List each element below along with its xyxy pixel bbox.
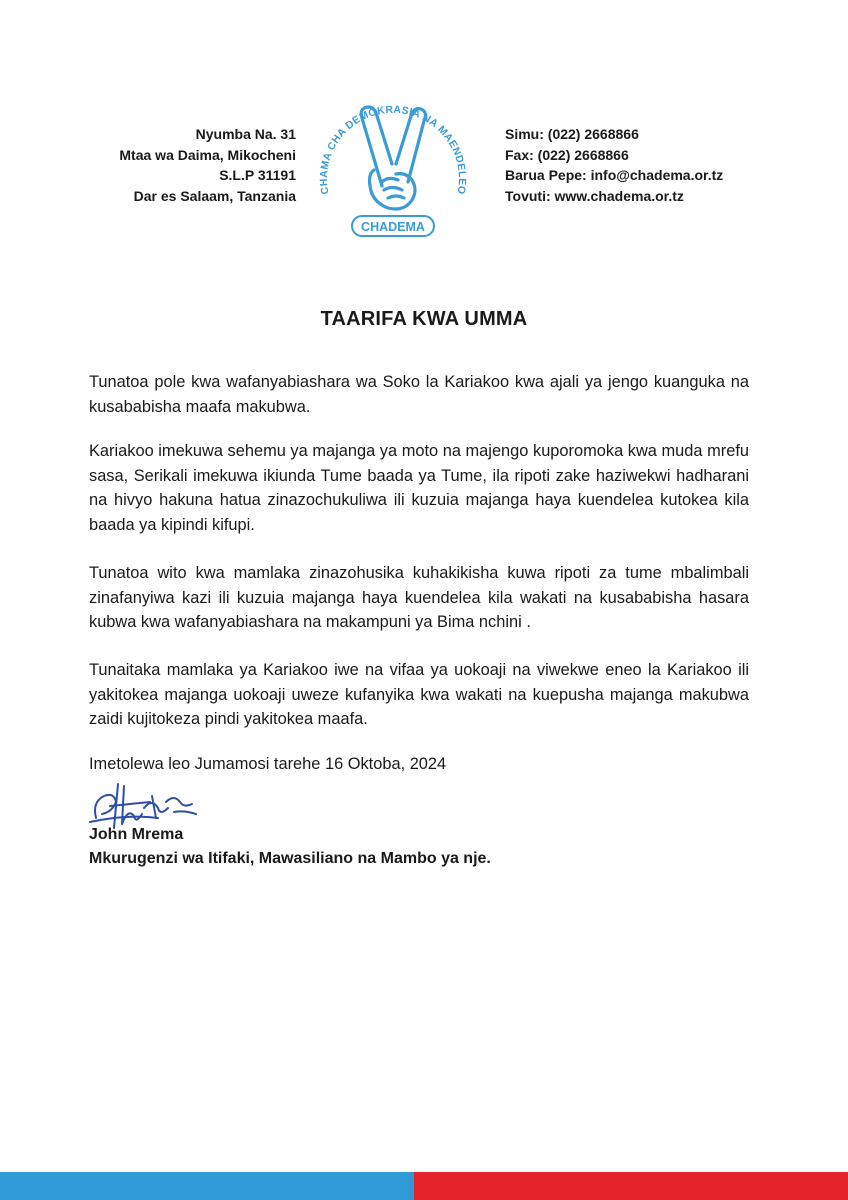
contact-line: Simu: (022) 2668866 bbox=[505, 126, 639, 142]
issued-date: Imetolewa leo Jumamosi tarehe 16 Oktoba, 2024 bbox=[89, 755, 447, 773]
contact-line: Fax: (022) 2668866 bbox=[505, 146, 629, 163]
paragraph: Tunaitaka mamlaka ya Kariakoo iwe na vifaa ya uokoaji na viwekwe eneo la Kariakoo ili yakitokea majanga uokoaji uweze kufanyika kwa wakati na kuepusha majanga makubwa zaidi kujitokeza pindi yakitokea maafa. bbox=[89, 661, 749, 728]
footer-bar-red bbox=[414, 1172, 848, 1200]
signatory-title: Mkurugenzi wa Itifaki, Mawasiliano na Mambo ya nje. bbox=[89, 850, 491, 867]
victory-hand-icon bbox=[361, 107, 425, 209]
document-title: TAARIFA KWA UMMA bbox=[320, 308, 528, 330]
signatory-name: John Mrema bbox=[89, 826, 184, 843]
paragraph: Tunatoa pole kwa wafanyabiashara wa Soko la Kariakoo kwa ajali ya jengo kuanguka na kusababisha maafa makubwa. bbox=[89, 373, 749, 416]
footer-bar-blue bbox=[0, 1172, 414, 1200]
logo-badge-text: CHADEMA bbox=[361, 220, 425, 234]
contact-line: Barua Pepe: info@chadema.or.tz bbox=[505, 167, 724, 183]
contact-block bbox=[505, 124, 805, 206]
address-line: Nyumba Na. 31 bbox=[195, 126, 296, 142]
address-block bbox=[60, 124, 296, 206]
contact-line: Tovuti: www.chadema.or.tz bbox=[505, 187, 684, 204]
address-line: Mtaa wa Daima, Mikocheni bbox=[119, 146, 296, 163]
paragraph: Tunatoa wito kwa mamlaka zinazohusika kuhakikisha kuwa ripoti za tume mbalimbali zinafanyiwa kazi ili kuzuia majanga haya kuendelea kila wakati na kusababisha hasara kubwa kwa wafanyabiashara na makampuni ya Bima nchini . bbox=[89, 564, 749, 631]
address-line: Dar es Salaam, Tanzania bbox=[133, 187, 296, 204]
chadema-logo bbox=[318, 86, 468, 246]
paragraph: Kariakoo imekuwa sehemu ya majanga ya moto na majengo kuporomoka kwa muda mrefu sasa, Serikali imekuwa ikiunda Tume baada ya Tume, ila ripoti zake haziwekwi hadharani na hivyo hakuna hatua zinazochukuliwa ili kuzuia majanga haya kuendelea kutokea kila baada ya kipindi kifupi. bbox=[89, 442, 749, 534]
logo-arc-text: CHAMA CHA DEMOKRASIA NA MAENDELEO bbox=[318, 104, 468, 196]
address-line: S.L.P 31191 bbox=[219, 167, 296, 183]
